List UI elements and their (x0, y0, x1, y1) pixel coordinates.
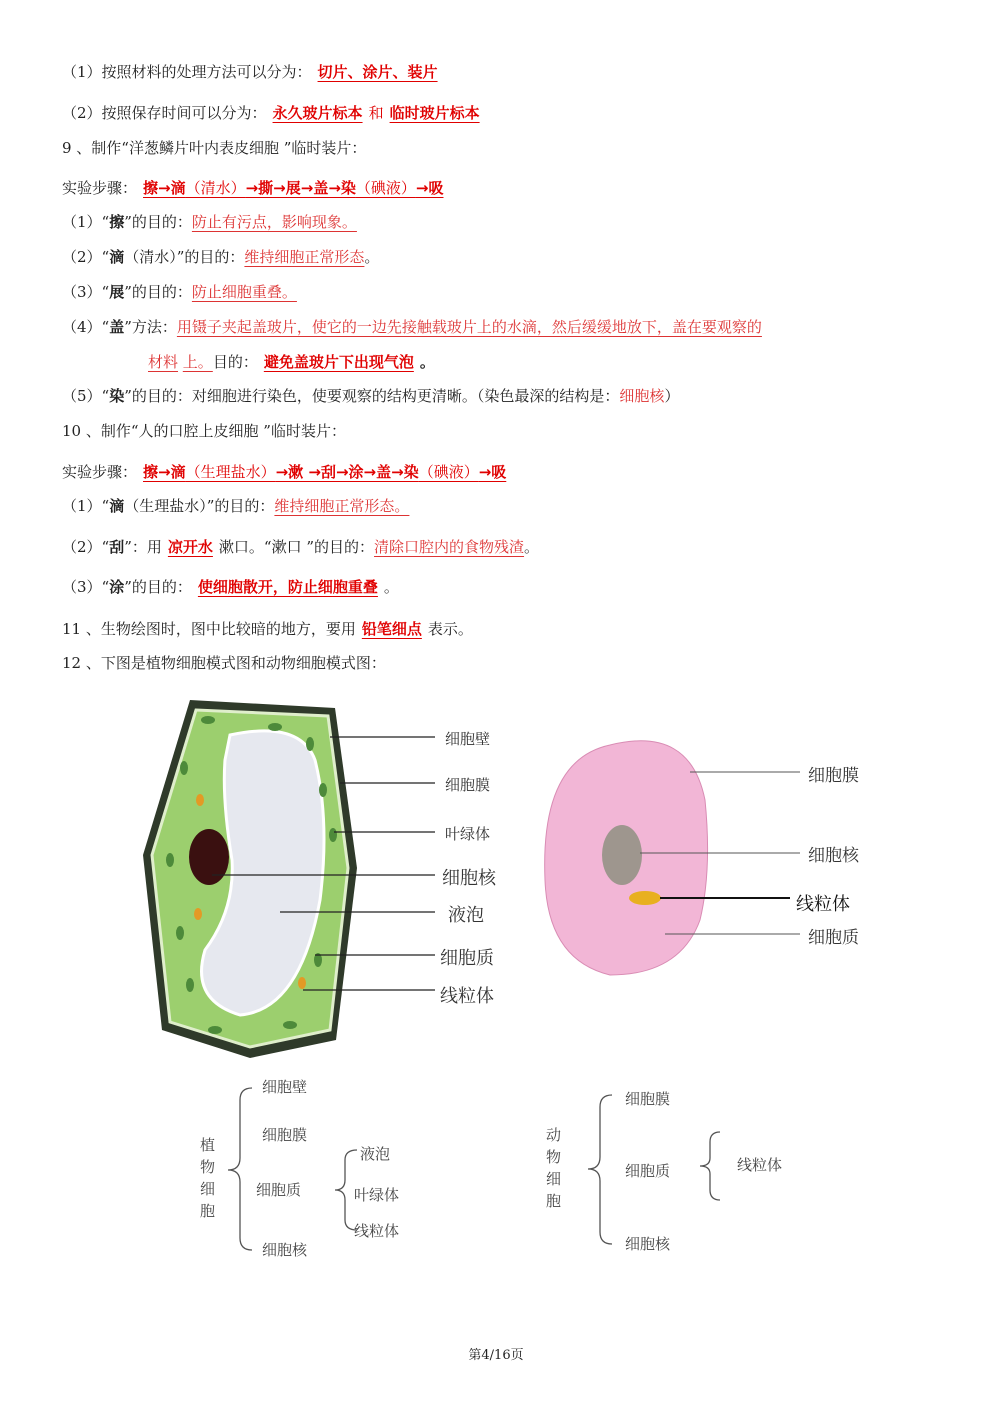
plant-tree-sub: 线粒体 (354, 1222, 400, 1240)
point-3: （3）“展”的目的：防止细胞重叠。 (62, 283, 297, 301)
point-r2: （2）“刮”：用 凉开水 漱口。“漱口 ”的目的：清除口腔内的食物残渣。 (62, 538, 540, 556)
point-4: （4）“盖”方法：用镊子夹起盖玻片，使它的一边先接触载玻片上的水滴，然后缓缓地放下，盖在要观察的 (62, 318, 762, 336)
plant-tree-item: 细胞膜 (262, 1126, 308, 1144)
plant-label-chloroplast: 叶绿体 (445, 825, 491, 843)
point-r3: （3）“涂”的目的： 使细胞散开，防止细胞重叠 。 (62, 578, 399, 596)
plant-tree-item: 细胞壁 (262, 1078, 308, 1096)
plant-label-cytoplasm: 细胞质 (440, 948, 494, 969)
point-2: （2）“滴（清水）”的目的：维持细胞正常形态。 (62, 248, 380, 266)
answer: 切片、涂片、装片 (317, 63, 438, 81)
animal-tree-item: 细胞核 (625, 1235, 671, 1253)
question-9: 9 、制作“洋葱鳞片叶内表皮细胞 ”临时装片： (62, 139, 367, 157)
line-1: （1）按照材料的处理方法可以分为： 切片、涂片、装片 (62, 62, 444, 82)
plant-tree-root: 植物细胞 (200, 1136, 216, 1220)
animal-tree-item: 细胞质 (625, 1162, 671, 1180)
steps-10: 实验步骤： 擦→滴（生理盐水）→漱 →刮→涂→盖→染（碘液）→吸 (62, 463, 507, 481)
animal-cell (545, 741, 800, 975)
animal-label-nucleus: 细胞核 (808, 846, 859, 866)
animal-tree-item: 细胞膜 (625, 1090, 671, 1108)
point-5: （5）“染”的目的：对细胞进行染色，使要观察的结构更清晰。（染色最深的结构是：细胞核） (62, 387, 680, 405)
animal-tree-sub: 线粒体 (737, 1156, 783, 1174)
point-1: （1）“擦”的目的：防止有污点，影响现象。 (62, 213, 357, 231)
plant-label-mitochondria: 线粒体 (440, 986, 494, 1007)
animal-label-cytoplasm: 细胞质 (808, 928, 859, 948)
animal-tree-root: 动物细胞 (546, 1126, 562, 1210)
plant-label-nucleus: 细胞核 (442, 868, 496, 889)
animal-label-cell-membrane: 细胞膜 (808, 766, 859, 786)
plant-cell (143, 700, 435, 1058)
animal-label-mitochondria: 线粒体 (796, 894, 850, 915)
question-11: 11 、生物绘图时，图中比较暗的地方，要用 铅笔细点 表示。 (62, 620, 473, 638)
point-r1: （1）“滴（生理盐水）”的目的：维持细胞正常形态。 (62, 497, 410, 515)
answer-joiner: 和 (368, 104, 384, 122)
question-10: 10 、制作“人的口腔上皮细胞 ”临时装片： (62, 422, 346, 440)
plant-label-cell-wall: 细胞壁 (445, 730, 491, 748)
plant-tree-sub: 叶绿体 (354, 1186, 400, 1204)
steps-9: 实验步骤： 擦→滴（清水）→撕→展→盖→染（碘液）→吸 (62, 179, 444, 197)
question-12: 12 、下图是植物细胞模式图和动物细胞模式图： (62, 654, 386, 672)
page-number: 第4/16页 (468, 1348, 524, 1363)
plant-tree-item: 细胞质 (256, 1181, 302, 1199)
plant-tree-item: 细胞核 (262, 1241, 308, 1259)
point-4-cont: 材料 上。目的： 避免盖玻片下出现气泡 。 (148, 353, 435, 371)
answer: 永久玻片标本 (272, 104, 363, 122)
plant-tree-sub: 液泡 (360, 1145, 391, 1163)
plant-label-cell-membrane: 细胞膜 (445, 776, 491, 794)
answer: 临时玻片标本 (389, 104, 480, 122)
line-2: （2）按照保存时间可以分为： 永久玻片标本 和 临时玻片标本 (62, 103, 486, 123)
plant-label-vacuole: 液泡 (448, 905, 484, 926)
